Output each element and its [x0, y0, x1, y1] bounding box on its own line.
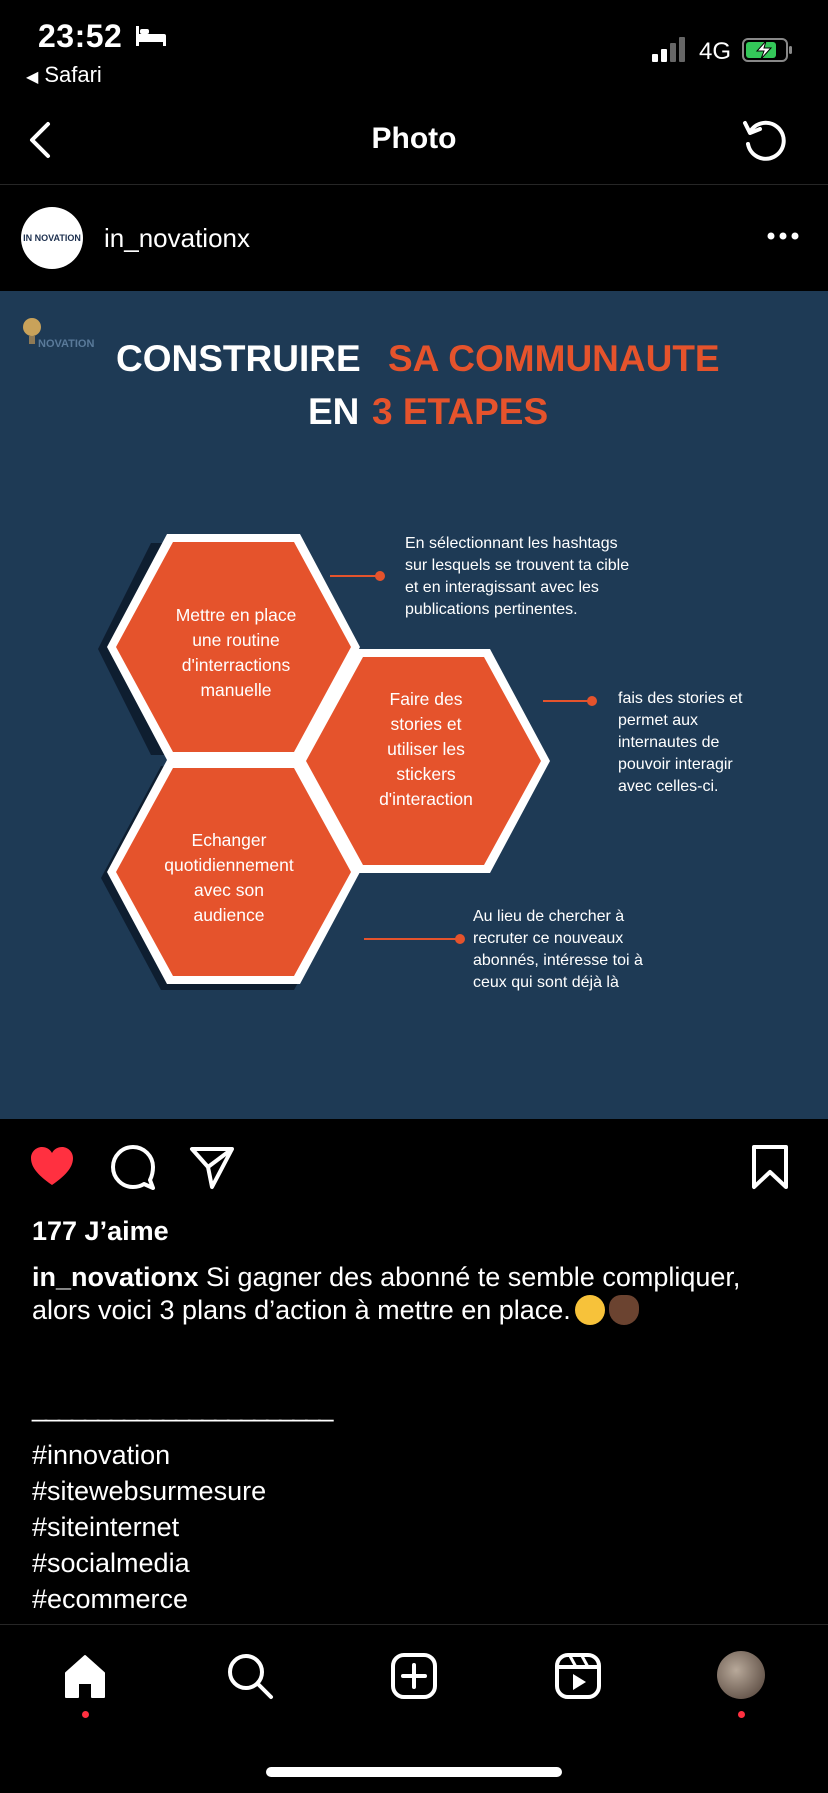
hashtag[interactable]: #siteinternet: [32, 1512, 180, 1542]
profile-avatar[interactable]: [717, 1651, 765, 1699]
post-username[interactable]: in_novationx: [104, 223, 250, 253]
hex2-line1: Faire des: [389, 689, 463, 709]
caption-divider: _______________________: [32, 1392, 332, 1422]
title-line1-orange: SA COMMUNAUTE: [388, 338, 720, 379]
share-icon[interactable]: [188, 1143, 236, 1191]
hex3-line3: avec son: [193, 880, 265, 900]
avatar-logo-text: IN NOVATION: [23, 233, 81, 243]
back-app-label: Safari: [44, 62, 102, 87]
battery-charging-icon: [742, 38, 794, 62]
note2-line5: avec celles-ci.: [618, 778, 719, 795]
home-icon[interactable]: [60, 1651, 110, 1701]
hashtag[interactable]: #ecommerce: [32, 1584, 189, 1614]
network-type: 4G: [699, 38, 732, 65]
tab-bar: [0, 1624, 828, 1793]
back-to-app-link[interactable]: [26, 62, 102, 88]
signal-icon: [652, 36, 688, 62]
winking-face-emoji-icon: [575, 1295, 605, 1325]
search-icon[interactable]: [225, 1651, 275, 1701]
hex2-line2: stories et: [390, 714, 462, 734]
avatar[interactable]: [21, 207, 83, 269]
hex2-line3: utiliser les: [387, 739, 465, 759]
hex3-line4: audience: [193, 905, 265, 925]
hex1-line4: manuelle: [200, 680, 272, 700]
profile-notification-dot: [738, 1711, 745, 1718]
reels-icon[interactable]: [553, 1651, 603, 1701]
status-bar: [0, 0, 828, 96]
victory-hand-emoji-icon: [609, 1295, 639, 1325]
note2-line3: internautes de: [618, 734, 720, 751]
post-header: [0, 185, 828, 291]
hex1-line1: Mettre en place: [175, 605, 297, 625]
brand-logo: [23, 318, 94, 350]
brand-logo-text: NOVATION: [38, 338, 95, 350]
refresh-icon[interactable]: [740, 116, 788, 164]
note1-line1: En sélectionnant les hashtags: [405, 535, 618, 552]
home-notification-dot: [82, 1711, 89, 1718]
status-time: 23:52: [38, 18, 123, 54]
hex2-line5: d'interaction: [379, 789, 473, 809]
hashtag[interactable]: #innovation: [32, 1440, 171, 1470]
likes-count[interactable]: 177 J’aime: [32, 1216, 169, 1246]
page-title: Photo: [371, 122, 457, 155]
hex3-line1: Echanger: [191, 830, 267, 850]
home-indicator[interactable]: [266, 1767, 562, 1777]
back-triangle-icon: ◀: [26, 69, 39, 86]
caption-text: Si gagner des abonné te semble compliquer, alors voici 3 plans d’action à mettre en place.: [32, 1262, 741, 1325]
comment-icon[interactable]: [109, 1143, 157, 1191]
note1-line3: et en interagissant avec les: [405, 579, 599, 596]
infographic: [0, 291, 828, 1119]
post-caption: [32, 1261, 802, 1327]
hashtag[interactable]: #sitewebsurmesure: [32, 1476, 267, 1506]
hex1-line3: d'interractions: [181, 655, 291, 675]
hex3-line2: quotidiennement: [164, 855, 294, 875]
title-line2-white: EN: [308, 391, 360, 432]
note2-line1: fais des stories et: [618, 690, 743, 707]
title-line2-orange: 3 ETAPES: [372, 391, 549, 432]
heart-filled-icon[interactable]: [28, 1143, 76, 1191]
bed-icon: [134, 24, 168, 48]
note3-line3: abonnés, intéresse toi à: [473, 952, 643, 969]
nav-bar: [0, 96, 828, 185]
hashtag[interactable]: #socialmedia: [32, 1548, 190, 1578]
post-actions: [0, 1119, 828, 1219]
hex1-line2: une routine: [192, 630, 280, 650]
title-line1-white: CONSTRUIRE: [116, 338, 361, 379]
caption-username[interactable]: in_novationx: [32, 1262, 199, 1292]
note2-line2: permet aux: [618, 712, 699, 729]
note2-line4: pouvoir interagir: [618, 756, 733, 773]
note1-line2: sur lesquels se trouvent ta cible: [405, 557, 630, 574]
hex2-line4: stickers: [396, 764, 456, 784]
post-image[interactable]: [0, 291, 828, 1119]
note1-line4: publications pertinentes.: [405, 601, 578, 618]
bookmark-icon[interactable]: [746, 1143, 794, 1191]
note3-line1: Au lieu de chercher à: [473, 908, 625, 925]
note3-line4: ceux qui sont déjà là: [473, 974, 619, 991]
note3-line2: recruter ce nouveaux: [473, 930, 624, 947]
more-options-icon[interactable]: [766, 231, 800, 241]
hashtag-list: [32, 1437, 266, 1617]
create-icon[interactable]: [389, 1651, 439, 1701]
